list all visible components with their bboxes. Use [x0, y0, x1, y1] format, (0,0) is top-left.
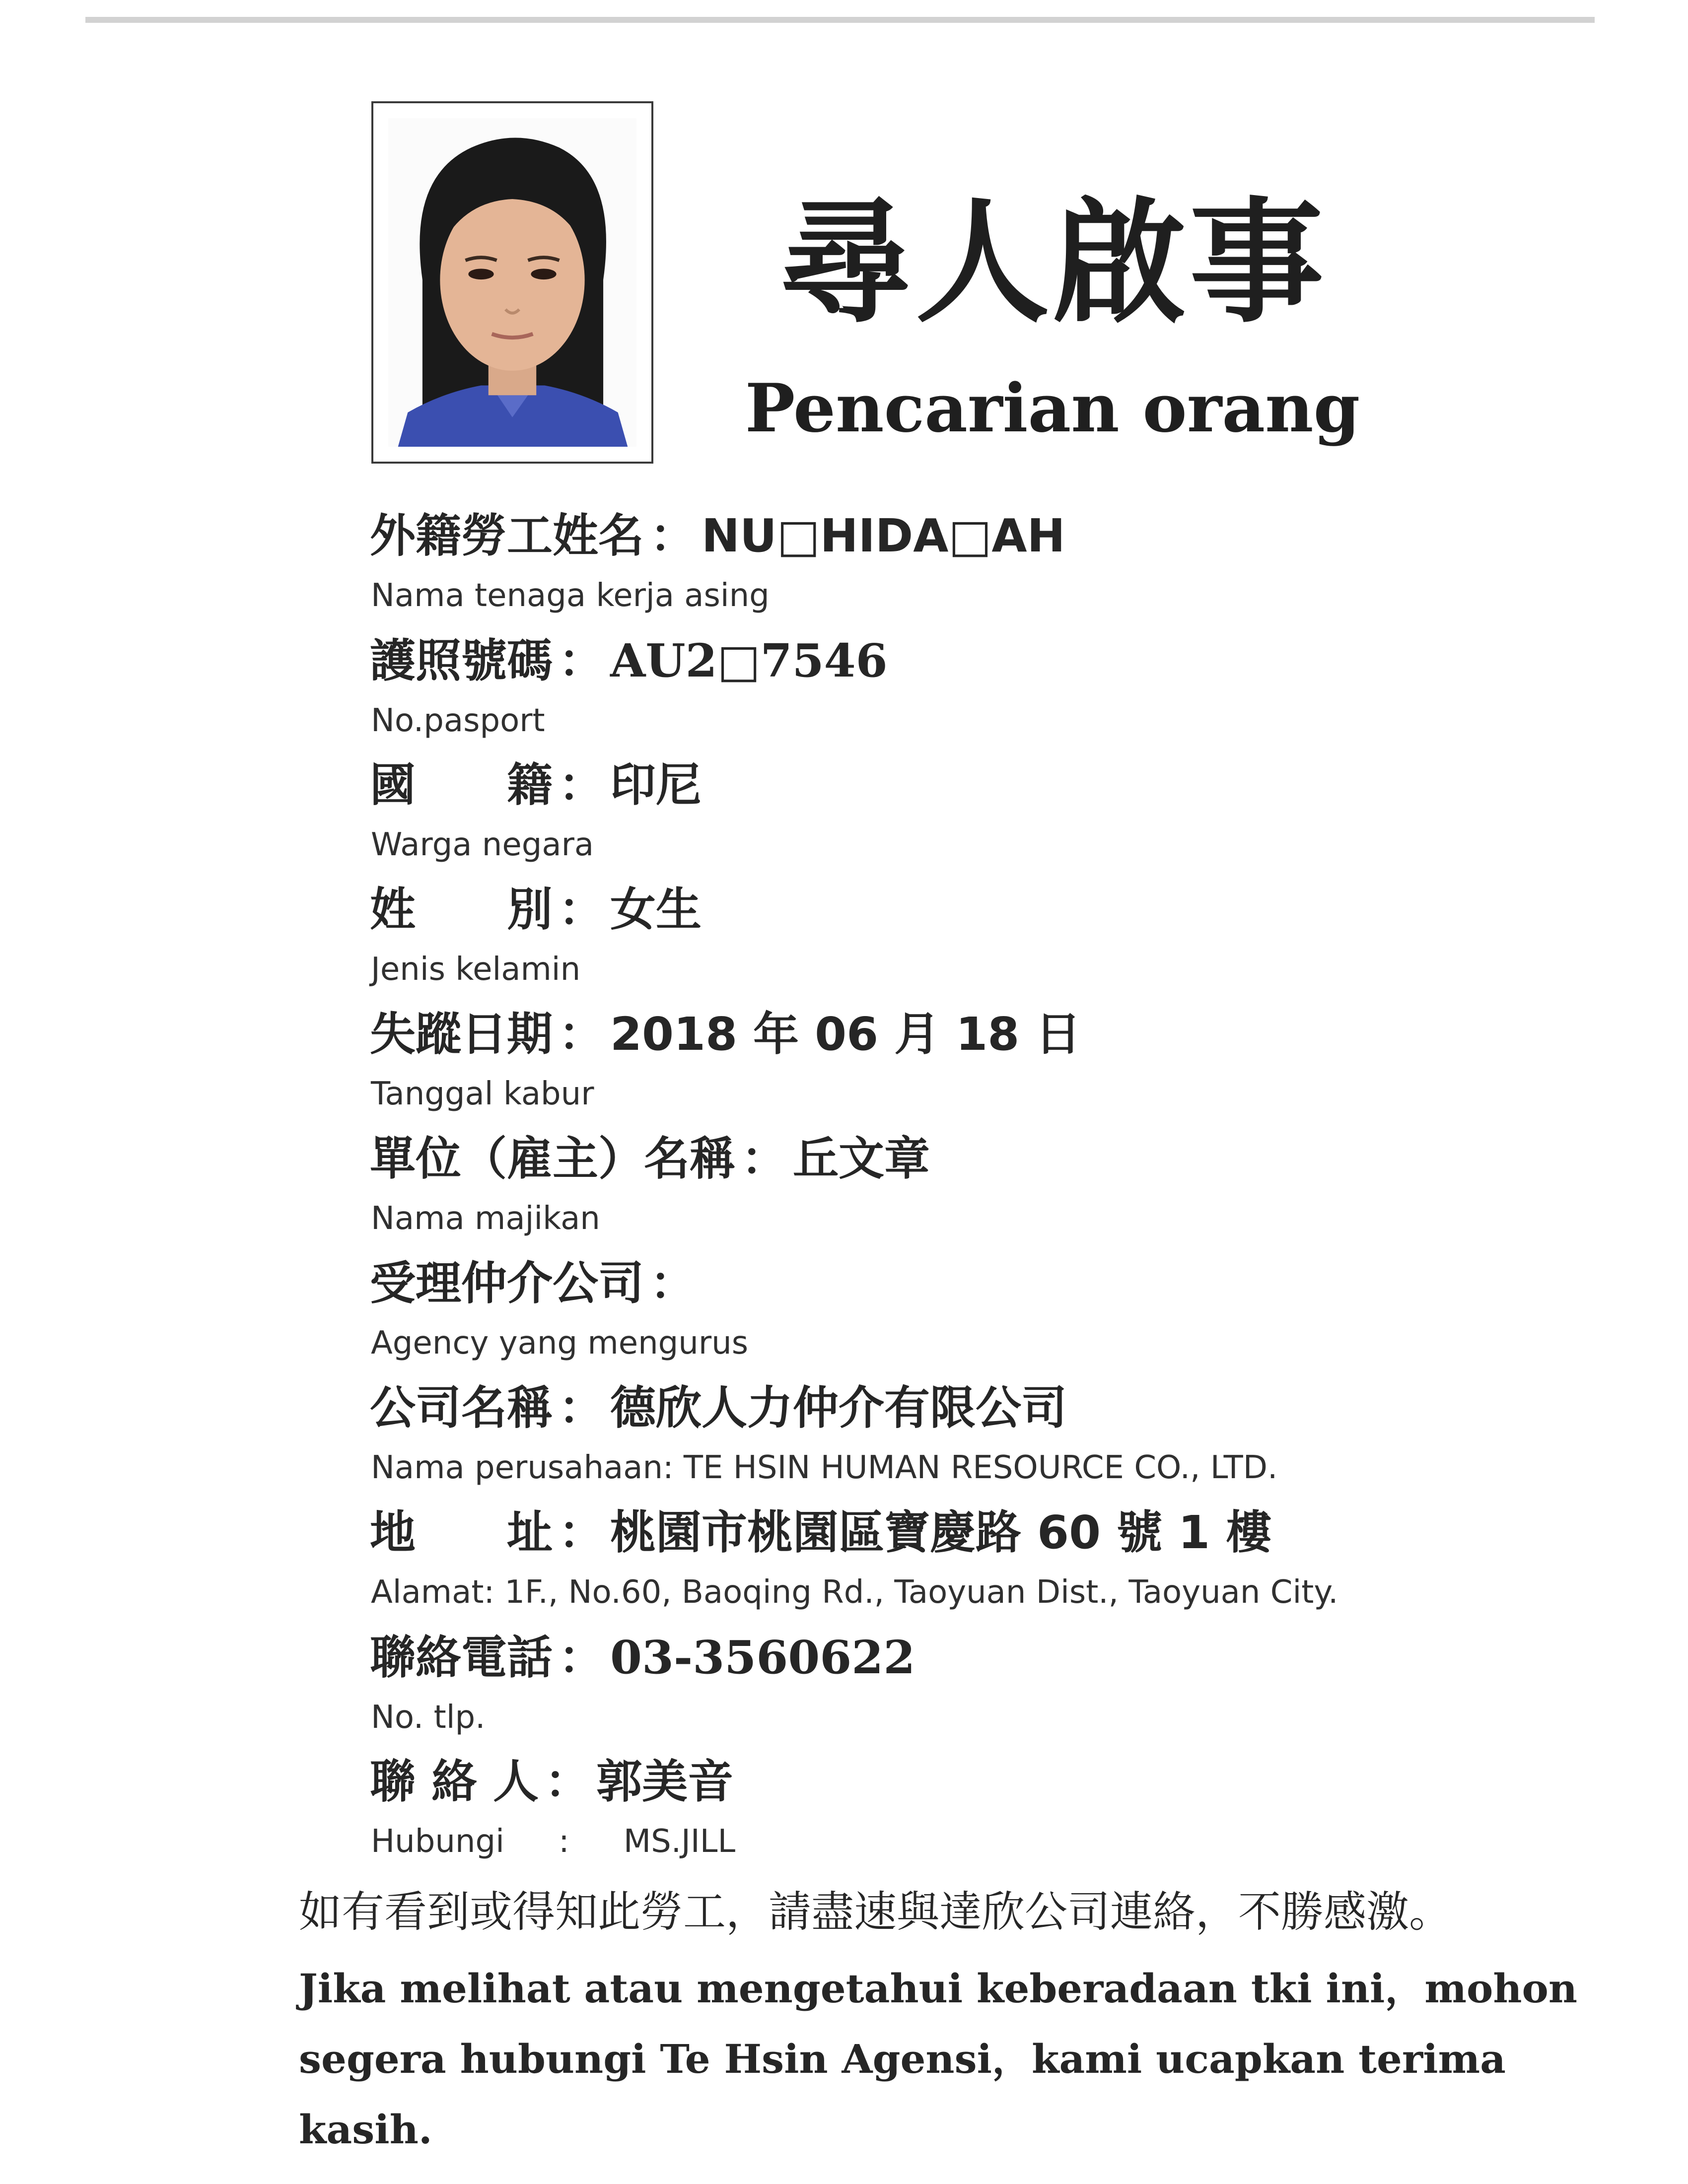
field-translation: No. tlp. [371, 1699, 486, 1736]
field-agency: 受理仲介公司 ： Agency yang mengurus [370, 1251, 1571, 1376]
field-translation: Alamat: 1F., No.60, Baoqing Rd., Taoyuan Dist., Taoyuan City. [371, 1574, 1338, 1611]
field-label: 失蹤日期 [370, 1008, 553, 1061]
field-translation: No.pasport [371, 702, 545, 739]
field-label: 單位（雇主）名稱 [370, 1132, 736, 1185]
field-value: NU□HIDA□AH [702, 509, 1065, 562]
field-value: 德欣人力仲介有限公司 [610, 1381, 1067, 1434]
field-nationality: 國 籍 ： 印尼 Warga negara [370, 753, 1571, 878]
field-label: 姓 別 [370, 883, 553, 936]
field-translation: Hubungi : MS.JILL [371, 1823, 736, 1860]
field-company-name: 公司名稱 ： 德欣人力仲介有限公司 Nama perusahaan: TE HSIN HUMAN RESOURCE CO., LTD. [370, 1376, 1571, 1501]
field-translation: Tanggal kabur [371, 1076, 594, 1112]
page-title: 尋人啟事 [778, 185, 1327, 341]
missing-person-photo [371, 101, 653, 464]
page-subtitle: Pencarian orang [745, 369, 1360, 447]
field-gender: 姓 別 ： 女生 Jenis kelamin [370, 878, 1571, 1002]
field-translation: Nama tenaga kerja asing [371, 577, 770, 614]
field-label: 國 籍 [370, 758, 553, 812]
field-contact-person: 聯 絡 人 ： 郭美音 Hubungi : MS.JILL [370, 1750, 1571, 1874]
field-value: 2018 年 06 月 18 日 [610, 1008, 1081, 1061]
field-missing-date: 失蹤日期 ： 2018 年 06 月 18 日 Tanggal kabur [370, 1002, 1571, 1127]
field-label: 地 址 [370, 1506, 553, 1559]
portrait-image [388, 118, 636, 447]
info-field-list [370, 504, 1571, 1874]
field-translation: Nama perusahaan: TE HSIN HUMAN RESOURCE CO., LTD. [371, 1449, 1278, 1486]
field-label: 公司名稱 [370, 1381, 553, 1434]
field-value: 印尼 [610, 758, 702, 812]
notice-chinese: 如有看到或得知此勞工，請盡速與達欣公司連絡，不勝感激。 [299, 1887, 1452, 1937]
field-value: 03-3560622 [610, 1631, 915, 1684]
field-address: 地 址 ： 桃園市桃園區寶慶路 60 號 1 樓 Alamat: 1F., No.60, Baoqing Rd., Taoyuan Dist., Taoyuan City. [370, 1501, 1571, 1625]
top-divider [85, 17, 1595, 23]
field-translation: Nama majikan [371, 1200, 600, 1237]
field-employer: 單位（雇主）名稱 ： 丘文章 Nama majikan [370, 1127, 1571, 1251]
field-translation: Warga negara [371, 826, 594, 863]
field-label: 聯絡電話 [370, 1631, 553, 1684]
field-value: 女生 [610, 883, 702, 936]
field-worker-name: 外籍勞工姓名 ： NU□HIDA□AH Nama tenaga kerja asing [370, 504, 1571, 628]
notice-indonesian: Jika melihat atau mengetahui keberadaan tki ini，mohon segera hubungi Te Hsin Agensi，kami ucapkan terima kasih. [299, 1965, 1578, 2153]
field-label: 護照號碼 [370, 634, 553, 687]
field-value: 桃園市桃園區寶慶路 60 號 1 樓 [610, 1506, 1272, 1559]
field-value: AU2□7546 [610, 634, 888, 687]
field-translation: Jenis kelamin [371, 951, 581, 988]
field-label: 聯 絡 人 [370, 1755, 539, 1808]
field-label: 外籍勞工姓名 [370, 509, 644, 562]
field-value: 丘文章 [793, 1132, 930, 1185]
field-phone: 聯絡電話 ： 03-3560622 No. tlp. [370, 1625, 1571, 1750]
field-translation: Agency yang mengurus [371, 1325, 749, 1362]
field-value: 郭美音 [596, 1755, 734, 1808]
field-label: 受理仲介公司 [370, 1257, 644, 1310]
field-passport: 護照號碼 ： AU2□7546 No.pasport [370, 628, 1571, 753]
